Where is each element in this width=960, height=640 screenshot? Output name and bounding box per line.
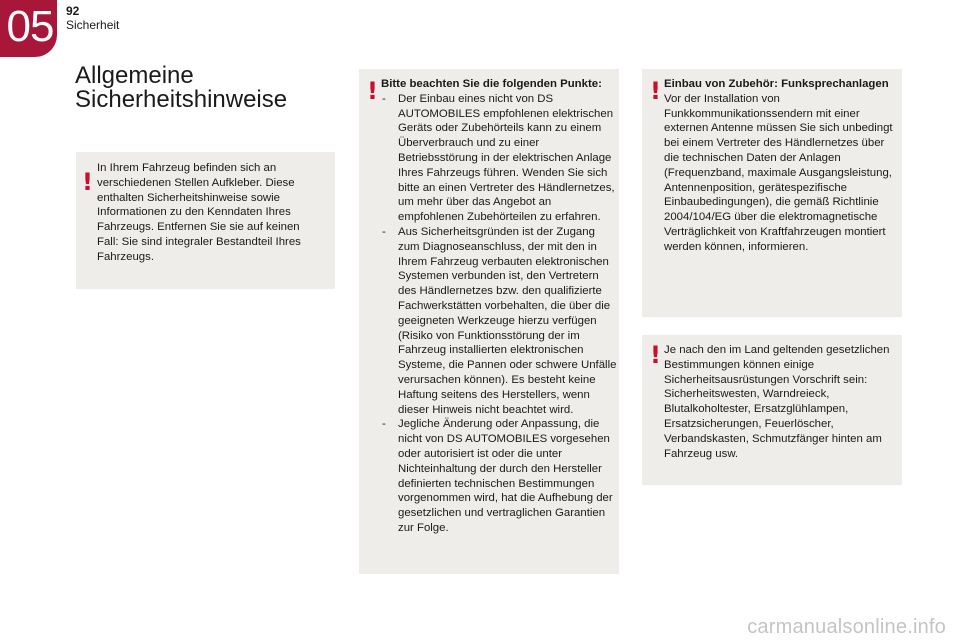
sticker-warning-box (76, 152, 335, 289)
page-title (75, 64, 287, 112)
exclamation-icon: ! (82, 168, 93, 196)
section-name: Sicherheit (66, 18, 120, 32)
page-title-line1: Allgemeine (75, 62, 194, 89)
radio-accessory-box (642, 69, 902, 317)
sticker-warning-text: In Ihrem Fahrzeug befinden sich an verschiedenen Stellen Aufkleber. Diese enthalten Sicherheitshinweise sowie Informationen zu den Kenndaten Ihres Fahrzeugs. Entfernen Sie sie auf keinen Fall: Sie sind integraler Bestandteil Ihres Fahrzeugs. (97, 162, 301, 263)
chapter-tab (0, 0, 57, 57)
list-item: - Jegliche Änderung oder Anpassung, die nicht von DS AUTOMOBILES vorgesehen oder autorisiert ist oder die unter Nichteinhaltung der durch den Hersteller definierten technischen Bestimmungen vorgenommen wird, hat die Aufhebung der gesetzlichen und vertraglichen Garantien zur Folge. (381, 417, 617, 535)
exclamation-icon: ! (650, 77, 661, 105)
exclamation-icon: ! (367, 77, 378, 105)
safety-equipment-text: Je nach den im Land geltenden gesetzlichen Bestimmungen können einige Sicherheitsausrüstungen Vorschrift sein: Sicherheitswesten, Warndreieck, Blutalkoholtester, Ersatzglühlampen, Ersatzsicherungen, Feuerlöscher, Verbandskasten, Schmutzfänger hinten am Fahrzeug usw. (664, 344, 890, 460)
list-item: - Der Einbau eines nicht von DS AUTOMOBILES empfohlenen elektrischen Geräts oder Zubehörteils kann zu einem Überverbrauch und zu einer Betriebsstörung in der elektrischen Anlage Ihres Fahrzeugs führen. Wenden Sie sich bitte an einen Vertreter des Händlernetzes, um mehr über das Angebot an empfohlenen Zubehörteilen zu erfahren. (381, 92, 617, 225)
chapter-number: 05 (6, 2, 54, 51)
safety-equipment-box (642, 335, 902, 485)
accessory-warning-heading: Bitte beachten Sie die folgenden Punkte: (381, 78, 602, 90)
accessory-warning-box (359, 69, 619, 574)
page-number: 92 (66, 4, 80, 18)
accessory-warning-list (381, 92, 617, 536)
radio-accessory-text: Vor der Installation von Funkkommunikationssendern mit einer externen Antenne müssen Sie sich unbedingt bei einem Vertreter des Händlernetzes über die technischen Daten der Anlagen (Frequenzband, maximale Ausgangsleistung, Antennenposition, gerätespezifische Einbaubedingungen), die gemäß Richtlinie 2004/104/EG über die elektromagnetische Verträglichkeit von Kraftfahrzeugen montiert werden können, informieren. (664, 92, 893, 253)
exclamation-icon: ! (650, 341, 661, 369)
watermark: carmanualsonline.info (747, 616, 946, 638)
page-title-line2: Sicherheitshinweise (75, 86, 288, 113)
list-item: - Aus Sicherheitsgründen ist der Zugang zum Diagnoseanschluss, der mit den in Ihrem Fahrzeug verbauten elektronischen Systemen verbunden ist, den Vertretern des Händlernetzes bzw. den qualifizierte Fachwerkstätten vorbehalten, die über die geeigneten Werkzeuge hierzu verfügen (Risiko von Funktionsstörung der im Fahrzeug installierten elektronischen Systeme, die Pannen oder schwere Unfälle verursachen können). Es besteht keine Haftung seitens des Herstellers, wenn dieser Hinweis nicht beachtet wird. (381, 225, 617, 417)
radio-accessory-heading: Einbau von Zubehör: Funksprechanlagen (664, 78, 889, 90)
